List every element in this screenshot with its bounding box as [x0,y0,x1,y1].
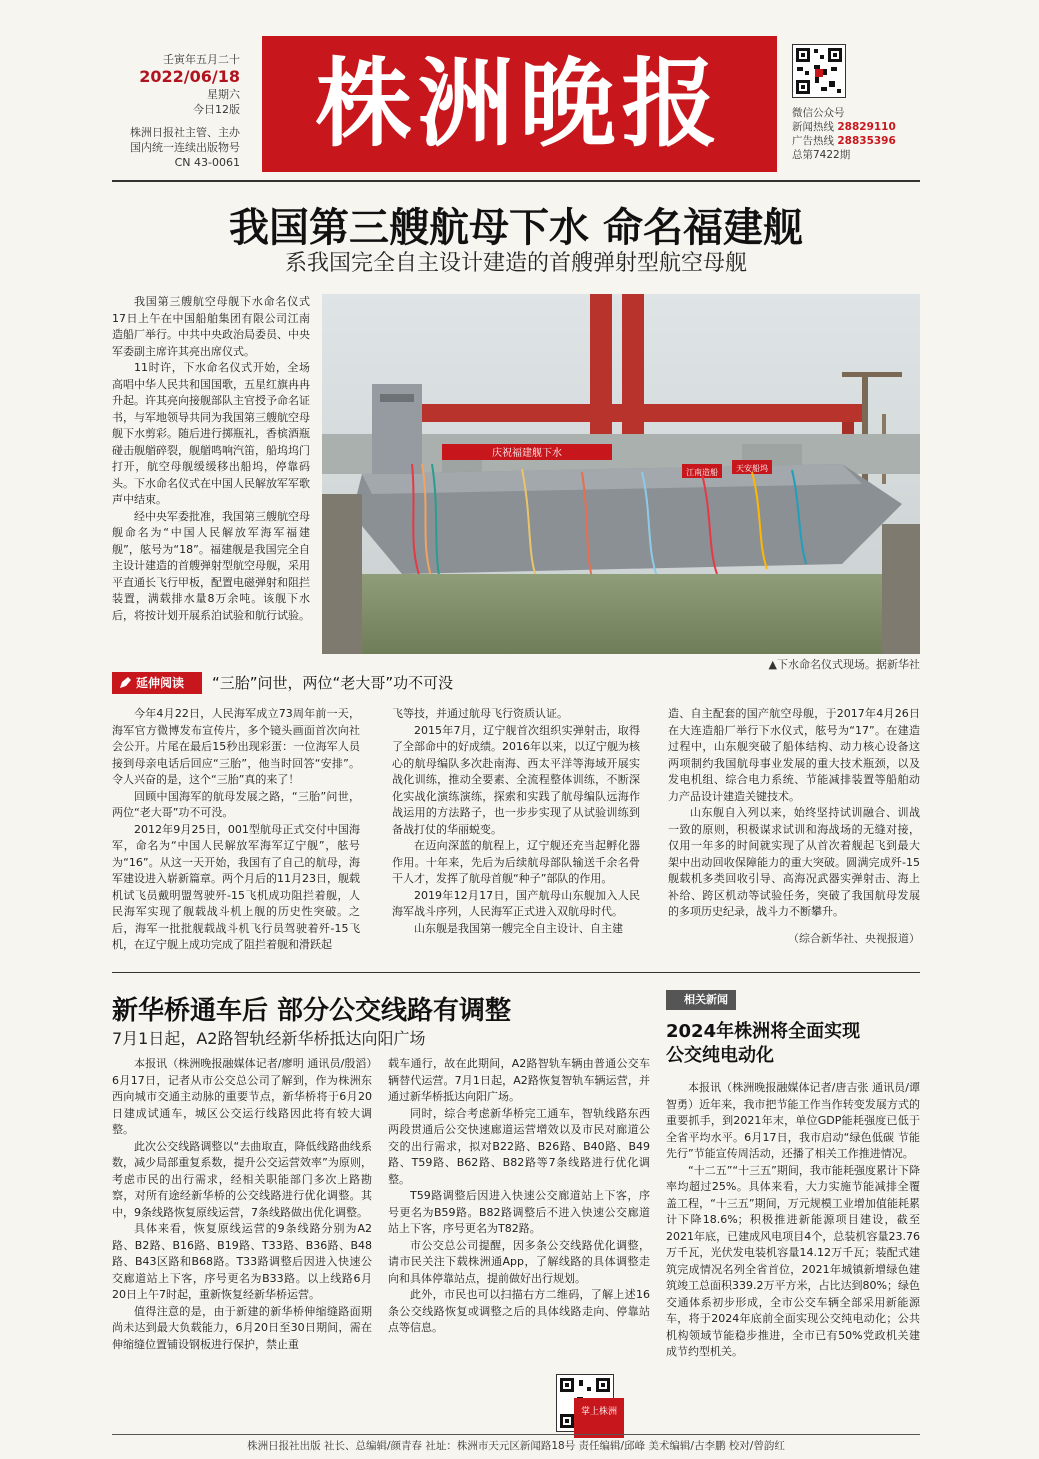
photo-banner-text-3: 天安船坞 [736,464,768,473]
bus-column-1: 本报讯（株洲晚报融媒体记者/廖明 通讯员/殷滔）6月17日，记者从市公交总公司了解到，作为株洲东西向城市交通主动脉的重要节点，新华桥将于6月20日建成试通车，城区公交运行线路因此将有较大调整。 此次公交线路调整以“去曲取直，降低线路曲线系数，减少局部重复系数，提升公交运营效率”为原则，考虑市民的出行需求，经相关职能部门多次上路勘察，对所有途经新华桥的公交线路进行优化调整。其中，9条线路恢复原线运营，7条线路做出优化调整。 具体来看，恢复原线运营的9条线路分别为A2路、B2路、B16路、B19路、T33路、B36路、B48路、B43区路和B68路。T33路调整后因进入快速公交廊道站上下客，序号更名为B33路。以上线路6月20日上午7时起，重新恢复经新华桥运营。 值得注意的是，由于新建的新华桥伸缩缝路面期尚未达到最大负载能力，6月20日至30日期间，需在伸缩缝位置铺设钢板进行保护，禁止重 [112,1057,372,1351]
related-column-2: 飞等技，并通过航母飞行资质认证。 2015年7月，辽宁舰首次组织实弹射击，取得了全部命中的好成绩。2016年以来，以辽宁舰为核心的航母编队多次赴南海、西太平洋等海域开展实战化训练，推动全要素、全流程整体训练，不断深化实战化演练演练，探索和实践了航母编队远海作战运用的方法路子，也一步步实现了从试验训练到备战打仗的华丽蜕变。 在迈向深蓝的航程上，辽宁舰还充当起孵化器作用。十年来，先后为后续航母部队输送千余名骨干人才，发挥了航母首舰“种子”部队的作用。 2019年12月17日，国产航母山东舰加入人民海军战斗序列，人民海军正式进入双航母时代。 山东舰是我国第一艘完全自主设计、自主建 [392,707,640,935]
related-reading-title: “三胎”问世，两位“老大哥”功不可没 [212,674,454,692]
sponsor: 株洲日报社主管、主办 [130,126,240,139]
photo-caption: ▲下水命名仪式现场。据新华社 [768,658,920,671]
lead-headline: 我国第三艘航母下水 命名福建舰 [229,205,803,251]
wechat-label: 微信公众号 [792,107,845,119]
lead-body: 我国第三艘航空母舰下水命名仪式17日上午在中国船舶集团有限公司江南造船厂举行。中共中央政治局委员、中央军委副主席许其亮出席仪式。 11时许，下水命名仪式开始，全场高唱中华人民共和国国歌，五星红旗冉冉升起。许其亮向接舰部队主官授予命名证书，与军地领导共同为我国第三艘航空母舰下水剪彩。随后进行掷瓶礼，香槟酒瓶碰击舰艏碎裂，舰艏鸣响汽笛，船坞坞门打开，航空母舰缓缓移出船坞，停靠码头。下水命名仪式在中国人民解放军军歌声中结束。 经中央军委批准，我国第三艘航空母舰命名为“中国人民解放军海军福建舰”，舷号为“18”。福建舰是我国完全自主设计建造的首艘弹射型航空母舰，采用平直通长飞行甲板，配置电磁弹射和阻拦装置，满载排水量8万余吨。该舰下水后，将按计划开展系泊试验和航行试验。 [112,295,310,622]
ad-hotline: 广告热线 28835396 [792,135,896,147]
wechat-qr-icon[interactable] [792,44,846,98]
related-news-label: 相关新闻 [666,990,736,1010]
related-column-1: 今年4月22日，人民海军成立73周年前一天，海军官方微博发布宣传片，多个镜头画面首次向社会公开。片尾在最后15秒出现彩蛋：一位海军人员接到母亲电话后回应“三胎”，他当时回答“安排”。令人兴奋的是，这个“三胎”真的来了！ 回顾中国海军的航母发展之路，“三胎”问世，两位“老大哥”功不可没。 2012年9月25日，001型航母正式交付中国海军，命名为“中国人民解放军海军辽宁舰”，舷号为“16”。从这一天开始，我国有了自己的航母，海军建设进入崭新篇章。两个月后的11月23日，舰载机试飞员戴明盟驾驶歼-15飞机成功阻拦着舰，人民海军实现了舰载战斗机上舰的历史性突破。之后，海军一批批舰载战斗机飞行员驾驶着歼-15飞机，在辽宁舰上成功完成了阻拦着舰和滑跃起 [112,707,360,951]
photo-banner-text: 庆祝福建舰下水 [492,448,562,459]
issue-number: 总第7422期 [792,149,851,161]
carrier-launch-photo [322,294,920,654]
masthead-rule [112,180,920,182]
section-rule [112,972,920,973]
footer-credits: 株洲日报社出版 社长、总编辑/颜青春 社址：株洲市天元区新闻路18号 责任编辑/邱峰 美术编辑/古李鹏 校对/曾韵红 [112,1434,920,1457]
page-count: 今日12版 [193,103,240,116]
lead-subhead: 系我国完全自主设计建造的首艘弹射型航空母舰 [284,251,747,276]
bus-column-2: 载车通行，故在此期间，A2路智轨车辆由普通公交车辆替代运营。7月1日起，A2路恢复智轨车辆运营，并通过新华桥抵达向阳广场。 同时，综合考虑新华桥完工通车，智轨线路东西两段贯通后公交快速廊道运营增效以及市民对廊道公交的出行需求，拟对B22路、B26路、B40路、B49路、T59路、B62路、B82路等7条线路进行优化调整。 T59路调整后因进入快速公交廊道站上下客，序号更名为B59路。B82路调整后不进入快速公交廊道站上下客，序号更名为T82路。 市公交总公司提醒，因多条公交线路优化调整，请市民关注下载株洲通App，了解线路的具体调整走向和具体停靠站点，提前做好出行规划。 此外，市民也可以扫描右方二维码，了解上述16条公交线路恢复或调整之后的具体线路走向、停靠站点等信息。 [388,1057,650,1334]
ev-bus-headline: 2024年株洲将全面实现 公交纯电动化 [666,1021,861,1066]
related-column-3: 造、自主配套的国产航空母舰，于2017年4月26日在大连造船厂举行下水仪式，舷号为“17”。在建造过程中，山东舰突破了船体结构、动力核心设备这两项制约我国航母事业发展的重大技术瓶颈，以及发电机组、综合电力系统、节能减排装置等船舶动力产品设计建造关键技术。 山东舰自入列以来，始终坚持试训融合、训战一致的原则，积极谋求试训和海战场的无缝对接，仅用一年多的时间就实现了从首次着舰起飞到最大架中出动回收保障能力的重大突破。圆满完成歼-15舰载机多类回收引导、高海况武器实弹射击、海上补给、跨区机动等试验任务，突破了我国航母发展的多项历史纪录，战斗力不断攀升。 [668,707,920,918]
related-news-tag [666,990,786,1010]
serial-label: 国内统一连续出版物号 [130,141,240,154]
weekday: 星期六 [207,88,240,101]
pen-icon [118,676,132,690]
news-hotline: 新闻热线 28829110 [792,121,896,133]
ev-bus-body: 本报讯（株洲晚报融媒体记者/唐吉张 通讯员/谭智勇）近年来，我市把节能工作当作转变发展方式的重要抓手，到2021年末，单位GDP能耗强度已低于全省平均水平。6月17日，我市启动“绿色低碳 节能先行”节能宣传周活动，还播了相关工作推进情况。 “十二五”“十三五”期间，我市能耗强度累计下降率均超过25%。具体来看，大力实施节能减排全覆盖工程，“十三五”期间，万元规模工业增加值能耗累计下降18.6%；积极推进新能源项目建设，截至2021年底，已建成风电项目4个，总装机容量23.76万千瓦，光伏发电装机容量14.12万千瓦；装配式建筑完成情况名列全省首位，2021年城镇新增绿色建筑竣工总面积339.2万平方米，占比达到80%；绿色交通体系初步形成，全市公交车辆全部采用新能源车，将于2024年底前全面实现公交纯电动化；公共机构领域节能稳步推进，全市已有50%党政机关建成节约型机关。 [666,1081,920,1358]
issue-date: 2022/06/18 [139,67,240,86]
related-reading-label: 延伸阅读 [112,672,202,694]
bus-subhead: 7月1日起，A2路智轨经新华桥抵达向阳广场 [112,1029,426,1048]
related-credit: （综合新华社、央视报道） [788,932,920,945]
contact-info [792,106,932,162]
photo-banner-text-2: 江南造船 [686,468,718,477]
related-reading-tag [112,672,592,694]
cn-number: CN 43-0061 [174,156,240,169]
newspaper-title: 株洲晚报 [315,47,724,160]
bus-headline: 新华桥通车后 部分公交线路有调整 [112,996,512,1026]
masthead-banner [262,36,777,172]
date-block [112,52,240,170]
zhangshang-zhuzhou-badge: 掌上株洲 [574,1398,624,1438]
lunar-date: 壬寅年五月二十 [163,53,240,66]
